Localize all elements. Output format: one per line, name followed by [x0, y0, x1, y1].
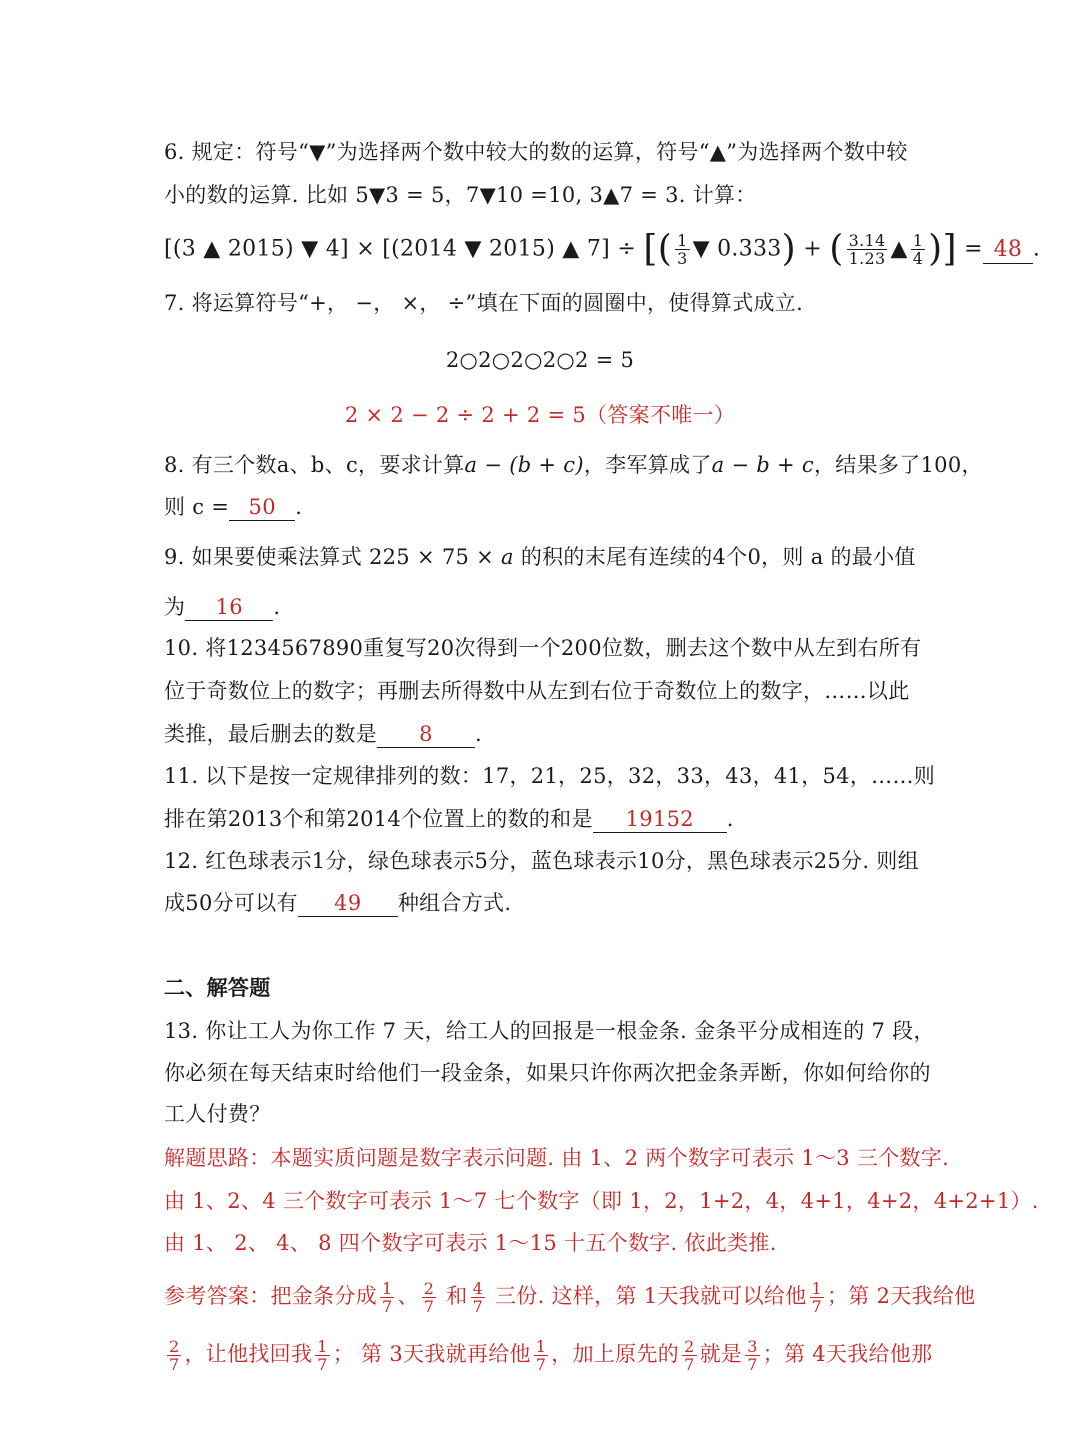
fraction-2-7 [167, 1338, 181, 1373]
frac-num: 3 [747, 1337, 758, 1356]
ans-text: ，加上原先的 [551, 1342, 680, 1366]
frac-num: 1 [677, 231, 688, 250]
frac-num: 1 [811, 1279, 822, 1298]
q8-line2 [164, 492, 302, 522]
q8-answer-blank: 50 [229, 494, 295, 521]
q7-equation: 2○2○2○2○2 = 5 [445, 348, 635, 372]
q9-line1 [164, 542, 916, 572]
ans-and: 和 [439, 1284, 468, 1308]
frac-den: 7 [747, 1355, 758, 1374]
ans-text: ；第 2天我给他 [827, 1284, 976, 1308]
q6-end: . [1032, 236, 1041, 262]
q11-end: . [726, 807, 734, 831]
frac-num: 1 [912, 231, 924, 250]
frac-num: 2 [423, 1279, 435, 1298]
q6-equals: = [964, 236, 983, 262]
fraction-314-123 [847, 232, 888, 267]
q6-expression [164, 228, 1041, 270]
fraction-1-7 [315, 1338, 329, 1373]
q12-answer-blank: 49 [298, 890, 398, 917]
bracket-close: )] [928, 228, 957, 270]
fraction-1-7 [810, 1280, 824, 1315]
q13-idea3: 由 1、 2、 4、 8 四个数字可表示 1～15 十五个数字. 依此类推. [164, 1231, 777, 1255]
bracket-open: [( [643, 228, 673, 270]
paren-close: ) [781, 228, 796, 270]
frac-den: 1.23 [848, 249, 886, 268]
fraction-2-7 [682, 1338, 696, 1373]
q8-line1 [164, 450, 983, 480]
q6-triangle: ▲ [890, 236, 908, 262]
fraction-1-7 [534, 1338, 548, 1373]
q13-idea1: 解题思路：本题实质问题是数字表示问题. 由 1、2 两个数字可表示 1～3 三个数字. [164, 1146, 950, 1170]
frac-den: 7 [472, 1297, 484, 1316]
frac-num: 3.14 [848, 231, 886, 250]
q7-line1: 7. 将运算符号“+， −， ×， ÷”填在下面的圆圈中，使得算式成立. [164, 291, 804, 315]
q10-line2: 位于奇数位上的数字；再删去所得数中从左到右位于奇数位上的数字，……以此 [164, 679, 910, 703]
q6-expr-mid1: ▼ 0.333 [692, 236, 782, 262]
q11-prefix: 排在第2013个和第2014个位置上的数的和是 [164, 807, 593, 831]
q9-prefix: 为 [164, 595, 186, 619]
frac-den: 7 [423, 1297, 435, 1316]
q11-line2 [164, 804, 734, 834]
fraction-4-7 [471, 1280, 485, 1315]
q9-answer-blank: 16 [185, 594, 273, 621]
q13-line1: 13. 你让工人为你工作 7 天，给工人的回报是一根金条. 金条平分成相连的 7 段， [164, 1019, 935, 1043]
ans-text: ，让他找回我 [184, 1342, 313, 1366]
frac-num: 2 [169, 1337, 180, 1356]
q9-var: a [501, 545, 514, 569]
q6-line2: 小的数的运算. 比如 5▼3 = 5，7▼10 =10, 3▲7 = 3. 计算： [164, 183, 757, 207]
ans-text: 就是 [699, 1342, 743, 1366]
q8-end: . [295, 495, 303, 519]
fraction-1-7 [380, 1280, 394, 1315]
ans-text: ； 第 3天我就再给他 [332, 1342, 531, 1366]
frac-den: 3 [677, 249, 688, 268]
q13-idea2: 由 1、2、4 三个数字可表示 1～7 七个数字（即 1，2，1+2，4，4+1，4+2，4+2+1）. [164, 1189, 1039, 1213]
frac-den: 7 [382, 1297, 393, 1316]
q10-line3 [164, 719, 482, 749]
ans-text: 三份. 这样，第 1天我就可以给他 [488, 1284, 807, 1308]
q13-answer-line2 [164, 1336, 932, 1373]
q13-line2: 你必须在每天结束时给他们一段金条，如果只许你两次把金条弄断，你如何给你的 [164, 1061, 931, 1085]
q8-text-c: ，结果多了100， [814, 453, 983, 477]
q12-suffix: 种组合方式. [397, 891, 512, 915]
frac-den: 7 [535, 1355, 547, 1374]
q6-answer-blank: 48 [983, 237, 1033, 264]
paren-open: ( [829, 228, 844, 270]
q9-text-a: 9. 如果要使乘法算式 225 × 75 × [164, 545, 495, 569]
q13-answer-line1 [164, 1278, 975, 1315]
q7-answer: 2 × 2 − 2 ÷ 2 + 2 = 5（答案不唯一） [344, 403, 736, 427]
q12-line1: 12. 红色球表示1分，绿色球表示5分，蓝色球表示10分，黑色球表示25分. 则组 [164, 849, 919, 873]
q6-expr-part1: [(3 ▲ 2015) ▼ 4] × [(2014 ▼ 2015) ▲ 7] ÷ [164, 236, 637, 262]
q8-expr2: a − b + c [711, 453, 814, 477]
q9-line2 [164, 592, 280, 622]
q6-line1: 6. 规定：符号“▼”为选择两个数中较大的数的运算，符号“▲”为选择两个数中较 [164, 140, 908, 164]
fraction-2-7 [422, 1280, 436, 1315]
q8-text-a: 8. 有三个数a、b、c，要求计算 [164, 453, 465, 477]
frac-num: 4 [472, 1279, 484, 1298]
q10-prefix: 类推，最后删去的数是 [164, 722, 377, 746]
q8-text-b: ，李军算成了 [583, 453, 712, 477]
fraction-1-3 [675, 232, 689, 267]
q9-text-b: 的积的末尾有连续的4个0，则 a 的最小值 [520, 545, 916, 569]
q11-answer-blank: 19152 [593, 806, 727, 833]
frac-num: 1 [535, 1337, 547, 1356]
q9-end: . [273, 595, 281, 619]
q11-line1: 11. 以下是按一定规律排列的数：17，21，25，32，33，43，41，54，……则 [164, 764, 936, 788]
fraction-1-4 [911, 232, 925, 267]
q12-prefix: 成50分可以有 [164, 891, 298, 915]
q8-expr1: a − (b + c) [464, 453, 584, 477]
q12-line2 [164, 888, 511, 918]
q10-line1: 10. 将1234567890重复写20次得到一个200位数，删去这个数中从左到右所有 [164, 636, 922, 660]
q10-answer-blank: 8 [377, 721, 475, 748]
frac-num: 1 [382, 1279, 393, 1298]
section-heading: 二、解答题 [164, 976, 271, 1000]
q8-prefix: 则 c = [164, 495, 230, 519]
frac-den: 4 [912, 249, 924, 268]
ans-text: 参考答案：把金条分成 [164, 1284, 377, 1308]
frac-num: 1 [317, 1337, 328, 1356]
ans-sep: 、 [397, 1284, 419, 1308]
q10-end: . [475, 722, 482, 746]
q6-plus: + [803, 236, 822, 262]
frac-den: 7 [811, 1297, 822, 1316]
frac-den: 7 [684, 1355, 695, 1374]
frac-num: 2 [684, 1337, 695, 1356]
fraction-3-7 [745, 1338, 759, 1373]
q13-line3: 工人付费？ [164, 1102, 271, 1126]
frac-den: 7 [169, 1355, 180, 1374]
ans-text: ；第 4天我给他那 [762, 1342, 933, 1366]
frac-den: 7 [317, 1355, 328, 1374]
